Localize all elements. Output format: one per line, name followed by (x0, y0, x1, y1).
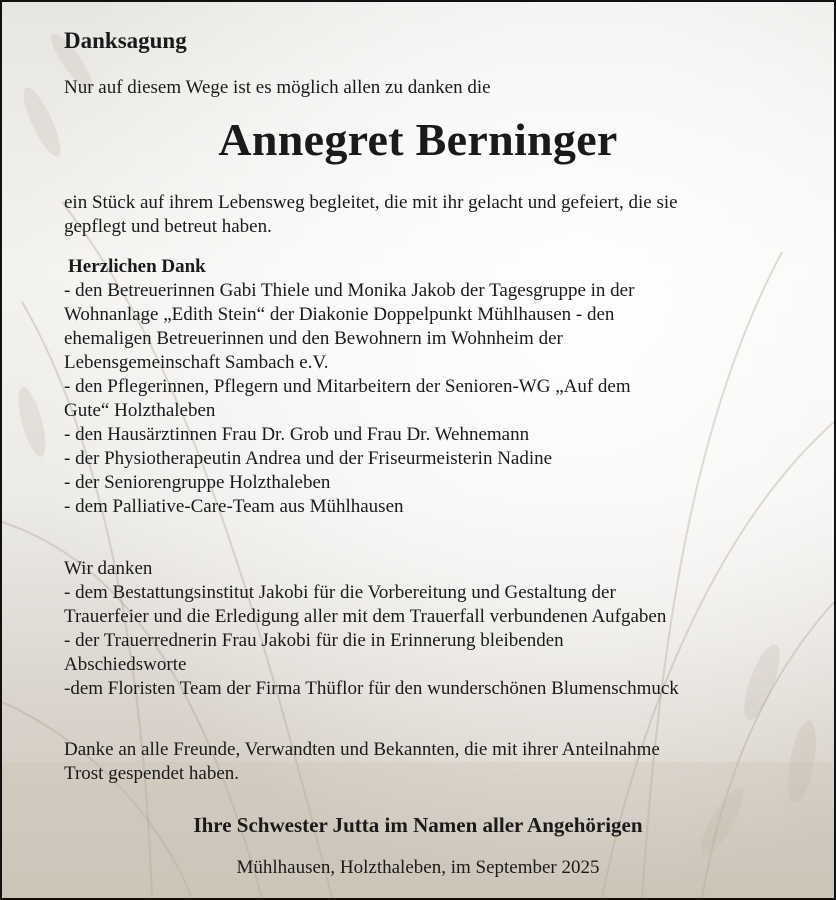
thanks-section (64, 255, 824, 519)
intro-text: Nur auf diesem Wege ist es möglich allen zu danken die (64, 77, 491, 98)
text-line: - der Seniorengruppe Holzthaleben (64, 472, 331, 493)
place-date: Mühlhausen, Holzthaleben, im September 2025 (236, 857, 600, 878)
heading: Danksagung (64, 28, 187, 53)
text-line: - den Hausärztinnen Frau Dr. Grob und Frau Dr. Wehnemann (64, 424, 530, 445)
signature: Ihre Schwester Jutta im Namen aller Angehörigen (193, 813, 643, 837)
wir-danken-title: Wir danken (64, 558, 153, 579)
text-line: -dem Floristen Team der Firma Thüflor für den wunderschönen Blumenschmuck (64, 678, 679, 699)
text-line: Trauerfeier und die Erledigung aller mit dem Trauerfall verbundenen Aufgaben (64, 606, 667, 627)
text-line: Danke an alle Freunde, Verwandten und Bekannten, die mit ihrer Anteilnahme (64, 739, 660, 760)
text-line: Abschiedsworte (64, 654, 187, 675)
text-line: - den Pflegerinnen, Pflegern und Mitarbeitern der Senioren-WG „Auf dem (64, 376, 631, 397)
text-line: Wohnanlage „Edith Stein“ der Diakonie Doppelpunkt Mühlhausen - den (64, 304, 615, 325)
obituary-content (2, 2, 834, 898)
text-line: Trost gespendet haben. (64, 763, 240, 784)
paragraph-lebensweg (64, 191, 824, 239)
text-line: Gute“ Holzthaleben (64, 400, 216, 421)
text-line: Lebensgemeinschaft Sambach e.V. (64, 352, 329, 373)
text-line: - den Betreuerinnen Gabi Thiele und Monika Jakob der Tagesgruppe in der (64, 280, 635, 301)
text-line: ein Stück auf ihrem Lebensweg begleitet, die mit ihr gelacht und gefeiert, die sie (64, 192, 678, 213)
text-line: ehemaligen Betreuerinnen und den Bewohnern im Wohnheim der (64, 328, 563, 349)
text-line: - der Trauerrednerin Frau Jakobi für die in Erinnerung bleibenden (64, 630, 564, 651)
text-line: - der Physiotherapeutin Andrea und der Friseurmeisterin Nadine (64, 448, 553, 469)
deceased-name: Annegret Berninger (218, 114, 618, 165)
text-line: gepflegt und betreut haben. (64, 216, 272, 237)
thanks-title: Herzlichen Dank (68, 256, 206, 277)
wir-danken-section (64, 557, 824, 701)
text-line: - dem Bestattungsinstitut Jakobi für die Vorbereitung und Gestaltung der (64, 582, 616, 603)
text-line: - dem Palliative-Care-Team aus Mühlhausen (64, 496, 404, 517)
closing-paragraph (64, 738, 824, 786)
